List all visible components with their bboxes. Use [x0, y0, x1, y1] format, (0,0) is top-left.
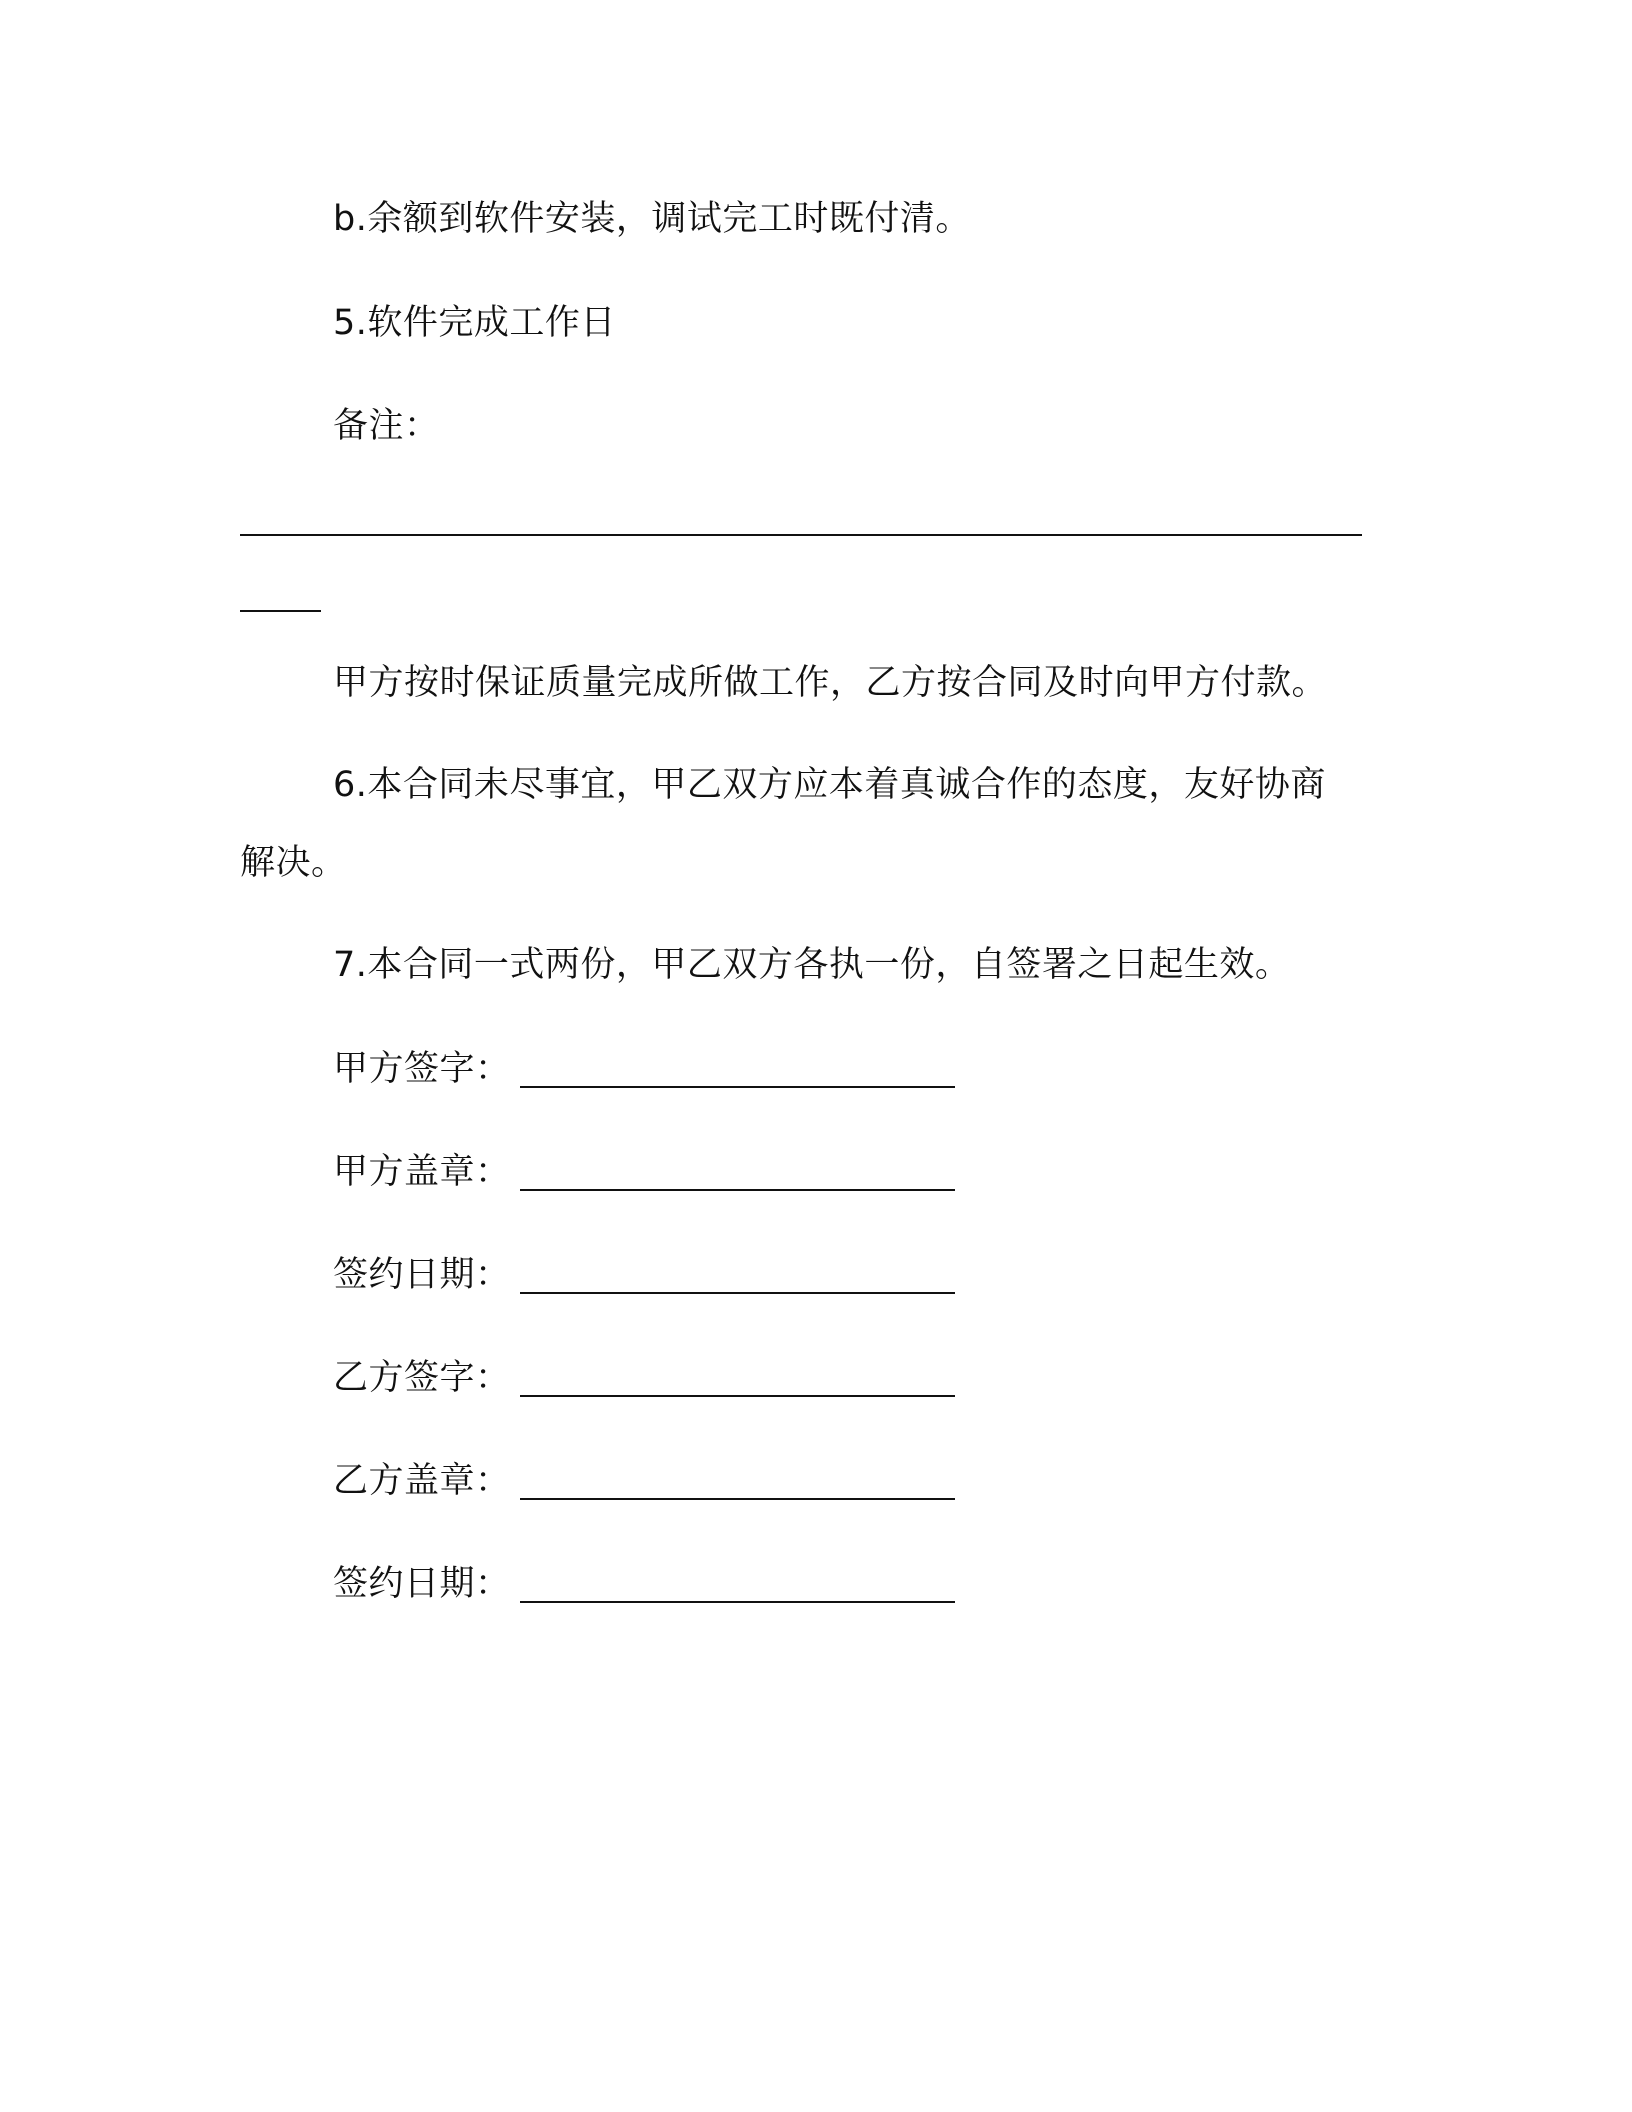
clause-7: 7.本合同一式两份，甲乙双方各执一份，自签署之日起生效。	[333, 945, 1291, 985]
clause-6-line-2: 解决。	[240, 843, 347, 883]
party-b-signature-label: 乙方签字：	[333, 1358, 511, 1398]
party-a-seal-row	[333, 1149, 973, 1195]
party-b-signature-blank[interactable]	[520, 1395, 955, 1397]
party-b-date-label: 签约日期：	[333, 1564, 511, 1604]
party-b-signature-row	[333, 1355, 973, 1401]
party-a-signature-blank[interactable]	[520, 1086, 955, 1088]
remarks-blank-line-2[interactable]	[240, 610, 321, 612]
payment-balance-clause: b.余额到软件安装，调试完工时既付清。	[333, 199, 971, 239]
party-a-seal-blank[interactable]	[520, 1189, 955, 1191]
party-b-date-row	[333, 1561, 973, 1607]
party-a-date-label: 签约日期：	[333, 1255, 511, 1295]
party-b-seal-blank[interactable]	[520, 1498, 955, 1500]
completion-workday-heading: 5.软件完成工作日	[333, 303, 616, 343]
clause-6-line-1: 6.本合同未尽事宜，甲乙双方应本着真诚合作的态度，友好协商	[333, 765, 1326, 805]
party-a-seal-label: 甲方盖章：	[333, 1152, 511, 1192]
party-b-seal-row	[333, 1458, 973, 1504]
party-b-seal-label: 乙方盖章：	[333, 1461, 511, 1501]
performance-clause: 甲方按时保证质量完成所做工作，乙方按合同及时向甲方付款。	[333, 663, 1328, 703]
party-a-date-blank[interactable]	[520, 1292, 955, 1294]
remarks-blank-line-1[interactable]	[240, 534, 1362, 536]
party-a-date-row	[333, 1252, 973, 1298]
party-a-signature-row	[333, 1046, 973, 1092]
party-b-date-blank[interactable]	[520, 1601, 955, 1603]
remarks-label: 备注：	[333, 406, 440, 446]
party-a-signature-label: 甲方签字：	[333, 1049, 511, 1089]
